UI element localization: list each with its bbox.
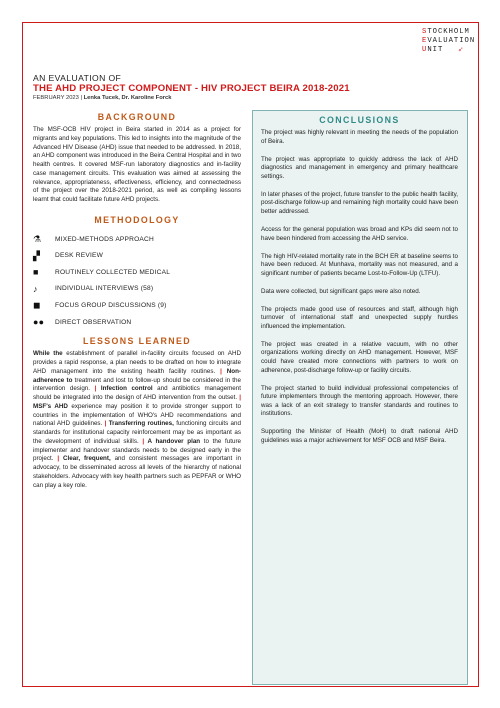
logo-line-1: STOCKHOLM [422,28,470,36]
lesson-text: establishment of parallel in-facility circuits focused on AHD provides a rapid response, a plan needs to be drafted on how to integrate AHD management into the existing health facility routines. [33,350,241,375]
background-heading: BACKGROUND [97,112,177,122]
folder-icon: ■ [33,267,39,278]
report-date: FEBRUARY 2023 [33,95,79,101]
microphone-icon: ♪ [33,283,38,294]
separator: | [220,367,227,375]
lesson-lead: While the [33,350,63,358]
methodology-item [33,297,241,314]
conclusion-paragraph: Data were collected, but significant gaps were also noted. [261,287,421,295]
lesson-lead: Transferring routines, [108,420,174,428]
separator: | [104,420,109,428]
lesson-lead: A handover plan [147,437,201,445]
lessons-heading: LESSONS LEARNED [82,336,191,347]
logo-line-1-rest: TOCKHOLM [427,28,470,36]
logo-line-3-rest: NIT [427,46,444,54]
lesson-lead: Clear, frequent, [63,455,111,463]
chat-bubbles-icon: ◼ [33,300,41,311]
logo-arrow-icon: ➶ [458,46,463,55]
methodology-label: ROUTINELY COLLECTED MEDICAL [55,268,171,276]
kicker: AN EVALUATION OF [33,73,122,83]
stockholm-evaluation-unit-logo [422,28,482,55]
conclusion-paragraph: The projects made good use of resources and staff, although high turnover of international staff and unexpected supply hurdles influenced the implementation. [261,305,458,330]
methodology-label: MIXED-METHODS APPROACH [55,235,154,243]
conclusion-paragraph: In later phases of the project, future transfer to the public health facility, post-discharge follow-up and remaining high mortality could have been better addressed. [261,190,458,215]
methodology-item [33,231,241,248]
lesson-text: experience may position it to provide stronger support to countries in the implementation of WHO's AHD recommendations and national AHD guidelines. [33,402,241,428]
logo-line-2-rest: VALUATION [427,37,476,45]
lesson-lead: Non-adherence to [33,367,241,384]
binoculars-icon: ●● [33,317,45,328]
lesson-text: treatment and lost to follow-up should be considered in the intervention design. [33,376,241,393]
logo-line-3: UNIT [422,46,444,54]
conclusion-paragraph: The project was created in a relative vacuum, with no other organizations working directly on AHD management. However, MSF could have created more connections with partners to work on adherence, post-discharge follow-up or facility circuits. [261,340,458,374]
conclusion-paragraph: The project was appropriate to quickly address the lack of AHD diagnostics and management in emergency and primary healthcare settings. [261,155,458,180]
byline: FEBRUARY 2023 | Lenka Tucek, Dr. Karoline Forck [33,95,172,101]
methodology-item [33,247,241,264]
conclusion-paragraph: The project was highly relevant in meeting the needs of the population of Beira. [261,129,458,145]
desk-icon: ▞ [33,250,41,261]
lesson-text: to the future implementer and handover standards needs to be designed early in the project. [33,437,241,463]
lesson-text: and consistent messages are important in advocacy, to be disseminated across all levels of the hierarchy of national stakeholders. Advocacy with key health partners such as PEPFAR or WHO can play a key role. [33,455,241,489]
separator: | [142,437,148,445]
authors: Lenka Tucek, Dr. Karoline Forck [83,95,172,101]
separator: | [94,385,101,393]
methodology-label: DIRECT OBSERVATION [55,318,132,326]
methodology-heading: METHODOLOGY [94,214,180,225]
conclusions-heading: CONCLUSIONS [319,115,400,125]
conclusions-list [261,129,458,446]
logo-line-2: EVALUATION [422,37,476,45]
methodology-item [33,264,241,281]
lesson-text: functioning circuits and standards for institutional capacity reinforcement may be as important as the development of individual skills. [33,420,241,445]
methodology-item [33,281,241,298]
lessons-text [33,350,241,490]
lesson-lead: MSF's AHD [33,402,68,410]
page-title: THE AHD PROJECT COMPONENT - HIV PROJECT BEIRA 2018-2021 [33,83,350,94]
left-column [33,112,241,490]
conclusion-paragraph: Access for the general population was broad and KPs did seem not to have been hindered from accessing the AHD service. [261,225,458,242]
conclusion-paragraph: The project started to build individual professional competencies of future implementers through the mentoring approach. However, there was a lack of an exit strategy to transfer standards and routines to institutions. [261,384,458,418]
conclusion-paragraph: The high HIV-related mortality rate in the BCH ER at baseline seems to have been reduced. At Munhava, mortality was not measured, and a significant number of patients became Lost-to-Follow-Up (LTFU). [261,252,458,277]
methodology-label: FOCUS GROUP DISCUSSIONS (9) [55,301,167,309]
lesson-text: and antibiotics management should be integrated into the design of AHD intervention from the outset. [33,385,241,402]
lesson-lead: Infection control [100,385,153,393]
methodology-label: DESK REVIEW [55,252,103,260]
separator: | [239,394,241,402]
flask-icon: ⚗ [33,234,42,245]
methodology-label: INDIVIDUAL INTERVIEWS (58) [55,285,154,293]
methodology-item [33,314,241,331]
conclusions-panel [252,110,468,685]
conclusion-paragraph: Supporting the Minister of Health (MoH) to draft national AHD guidelines was a major achievement for MSF OCB and MSF Beira. [261,428,458,444]
methodology-list [33,231,241,331]
separator: | [57,455,64,463]
background-text: The MSF-OCB HIV project in Beira started in 2014 as a project for migrants and key populations. This led to insights into the magnitude of the Advanced HIV Disease (AHD) issue that needed to be addressed. In 2018, an AHD component was introduced in the Beira Central Hospital and in two health centres. It covered MSF-run laboratory diagnostics and in-facility case management circuits. This evaluation was aimed at assessing the relevance, appropriateness, effectiveness, efficiency, and connectedness of the project over the 2018-2021 period, as well as compiling lessons learnt that could facilitate future AHD projects. [33,126,241,203]
